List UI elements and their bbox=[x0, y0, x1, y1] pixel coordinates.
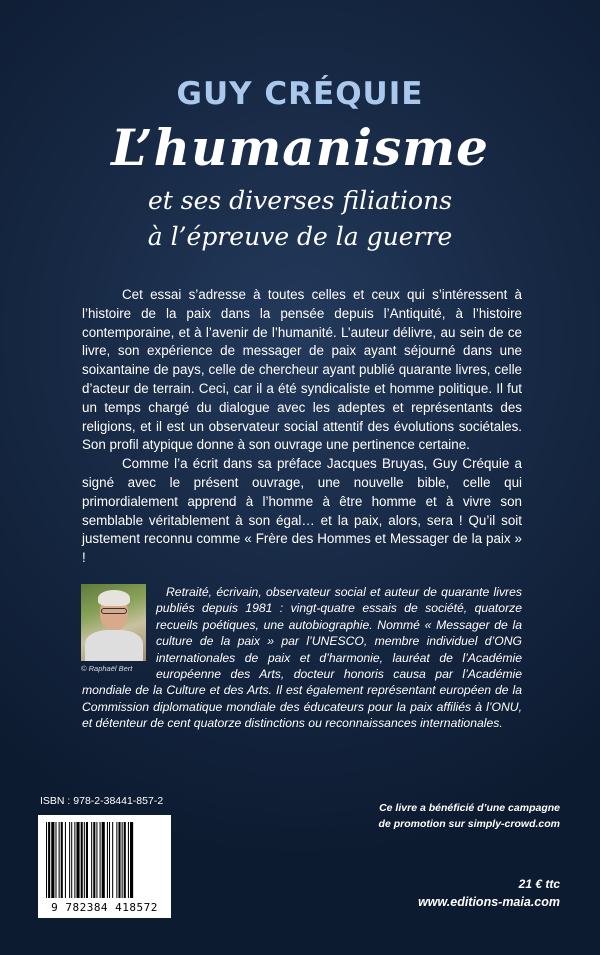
promo-line-2: de promotion sur simply-crowd.com bbox=[378, 818, 560, 830]
price: 21 € ttc bbox=[518, 877, 560, 891]
isbn-label: ISBN : 978-2-38441-857-2 bbox=[40, 795, 164, 807]
book-subtitle-line-2: à l’épreuve de la guerre bbox=[147, 222, 453, 251]
blurb-paragraph-1: Cet essai s’adresse à toutes celles et ceux qui s’intéressent à l’histoire de la paix dans la pensée depuis l’Antiquité, à l’histoire contemporaine, et à l’avenir de l’humanité. L’auteur délivre, au sein de ce livre, son expérience de messager de paix ayant séjourné dans une soixantaine de pays, celle de chercheur ayant publié quarante livres, celle d’acteur de terrain. Ceci, car il a été syndicaliste et homme politique. Il fut un temps chargé du dialogue avec les adeptes et représentants des religions, et il est un observateur social attentif des évolutions sociétales. Son profil atypique donne à son ouvrage une pertinence certaine. bbox=[82, 287, 522, 453]
blurb-paragraph-2: Comme l’a écrit dans sa préface Jacques Bruyas, Guy Créquie a signé avec le présent ouvrage, une nouvelle bible, celle qui primordialement apprend à l’homme à être homme et à vivre son semblable véritablement à son égal… et la paix, alors, sera ! Qu’il soit justement reconnu comme « Frère des Hommes et Messager de la paix » ! bbox=[82, 456, 522, 566]
publisher-website[interactable]: www.editions-maia.com bbox=[418, 895, 560, 909]
author-bio bbox=[82, 584, 522, 732]
author-bio-text: Retraité, écrivain, observateur social et auteur de quarante livres publiés depuis 1981 : vingt-quatre essais de société, quatorze recueils poétiques, une autobiographie. Nommé « Messager de la culture de la paix » par l’UNESCO, membre individuel d’ONG internationales de paix et d’harmonie, lauréat de l’Académie européenne des Arts, docteur honoris causa par l’Académie mondiale de la Culture et des Arts. Il est également représentant européen de la Commission diplomatique mondiale des éducateurs pour la paix affiliés à l’ONU, et détenteur de cent quatorze distinctions ou reconnaissances internationales. bbox=[82, 585, 522, 731]
photo-credit: © Raphaël Bert bbox=[81, 664, 133, 673]
book-subtitle-line-1: et ses diverses filiations bbox=[147, 186, 453, 215]
promo-line-1: Ce livre a bénéficié d’une campagne bbox=[379, 802, 560, 814]
barcode-digits: 9 782384 418572 bbox=[51, 901, 158, 914]
barcode-bars bbox=[46, 822, 163, 898]
barcode bbox=[38, 815, 171, 918]
promo-note bbox=[330, 800, 560, 832]
book-title: L’humanisme bbox=[111, 118, 489, 177]
author-name: GUY CRÉQUIE bbox=[176, 76, 424, 112]
blurb bbox=[82, 286, 522, 568]
